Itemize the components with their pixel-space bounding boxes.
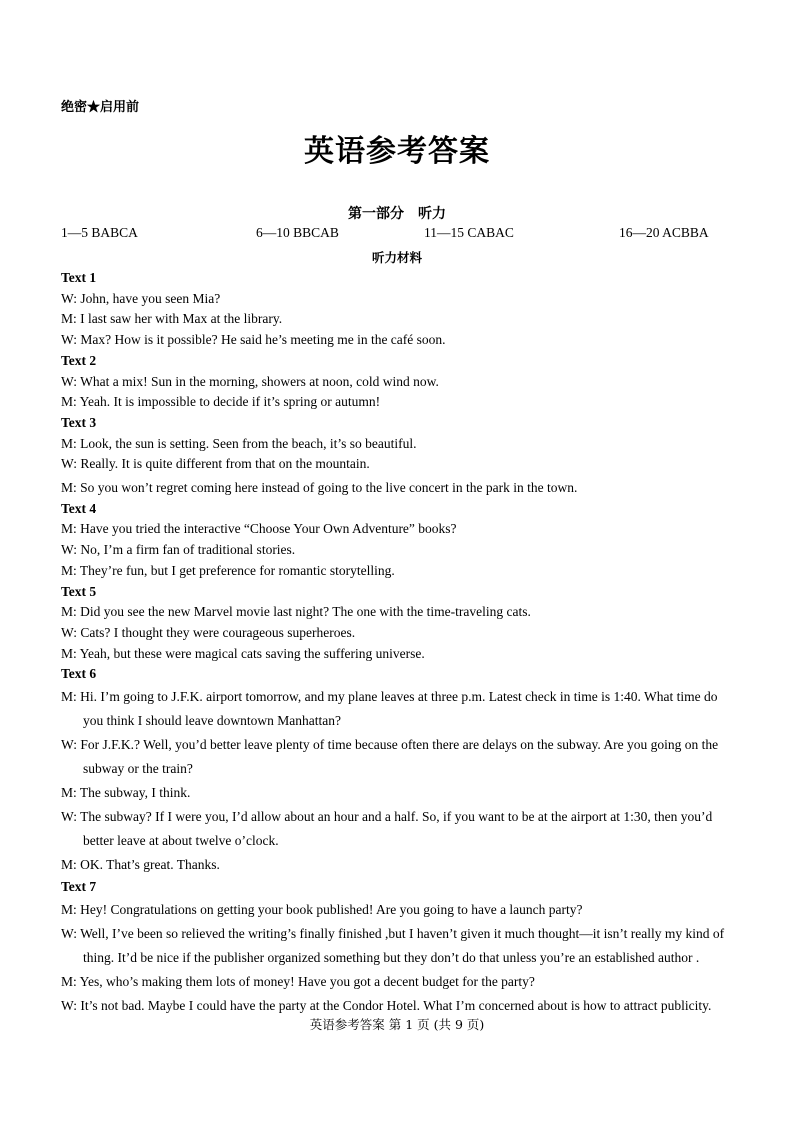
dialogue-line: M: Hi. I’m going to J.F.K. airport tomorrow, and my plane leaves at three p.m. Latest check in time is 1:40. What time do you think I should leave downtown Manhattan? (61, 689, 718, 729)
text-heading: Text 2 (61, 352, 97, 368)
confidential-label: 绝密★启用前 (61, 100, 140, 115)
dialogue-line: W: For J.F.K.? Well, you’d better leave plenty of time because often there are delays on the subway. Are you going on the subway or the train? (61, 737, 719, 777)
dialogue-line: M: They’re fun, but I get preference for romantic storytelling. (61, 562, 395, 578)
dialogue-line: W: John, have you seen Mia? (61, 290, 221, 306)
dialogue-line: M: Have you tried the interactive “Choose Your Own Adventure” books? (61, 521, 457, 537)
page-title: 英语参考答案 (304, 134, 490, 169)
answer-group: 1—5 BABCA (61, 225, 138, 240)
dialogue-line: M: Yeah. It is impossible to decide if it’s spring or autumn! (61, 394, 381, 410)
answer-key-row (0, 225, 794, 243)
answer-group: 16—20 ACBBA (619, 225, 709, 240)
dialogue-line: W: Well, I’ve been so relieved the writing’s finally finished ,but I haven’t given it much thought—it isn’t really my kind of thing. It’d be nice if the publisher organized something but they don’t do that unless you’re an established author . (61, 925, 725, 965)
dialogue-line: W: The subway? If I were you, I’d allow about an hour and a half. So, if you want to be at the airport at 1:30, then you’d better leave at about twelve o’clock. (61, 809, 713, 849)
text-heading: Text 7 (61, 879, 97, 895)
dialogue-line: W: Really. It is quite different from that on the mountain. (61, 456, 370, 472)
dialogue-line: M: Yeah, but these were magical cats saving the suffering universe. (61, 645, 425, 661)
dialogue-line: W: Cats? I thought they were courageous superheroes. (61, 624, 356, 640)
dialogue-line: W: What a mix! Sun in the morning, showers at noon, cold wind now. (61, 373, 439, 389)
answer-group: 6—10 BBCAB (256, 225, 339, 240)
dialogue-line: W: Max? How is it possible? He said he’s meeting me in the café soon. (61, 332, 446, 348)
page-footer: 英语参考答案 第 1 页 (共 9 页) (309, 1017, 485, 1032)
section-heading: 第一部分 听力 (348, 206, 446, 222)
dialogue-line: W: It’s not bad. Maybe I could have the party at the Condor Hotel. What I’m concerned about is how to attract publicity. (61, 997, 712, 1013)
text-heading: Text 6 (61, 666, 97, 682)
text-heading: Text 4 (61, 500, 97, 516)
listening-transcripts (61, 268, 737, 1018)
listening-materials-heading: 听力材料 (371, 250, 422, 265)
text-heading: Text 1 (61, 270, 97, 285)
dialogue-line: M: Yes, who’s making them lots of money! Have you got a decent budget for the party? (61, 973, 535, 989)
text-heading: Text 3 (61, 414, 97, 430)
dialogue-line: M: Did you see the new Marvel movie last night? The one with the time-traveling cats. (61, 604, 531, 620)
text-heading: Text 5 (61, 583, 97, 599)
dialogue-line: M: I last saw her with Max at the library. (61, 311, 283, 327)
dialogue-line: M: So you won’t regret coming here instead of going to the live concert in the park in the town. (61, 480, 578, 496)
dialogue-line: M: OK. That’s great. Thanks. (61, 857, 220, 873)
dialogue-line: M: The subway, I think. (61, 785, 191, 801)
dialogue-line: M: Look, the sun is setting. Seen from the beach, it’s so beautiful. (61, 435, 417, 451)
dialogue-line: W: No, I’m a firm fan of traditional stories. (61, 542, 296, 558)
answer-group: 11—15 CABAC (424, 225, 514, 240)
dialogue-line: M: Hey! Congratulations on getting your book published! Are you going to have a launch party? (61, 901, 583, 917)
